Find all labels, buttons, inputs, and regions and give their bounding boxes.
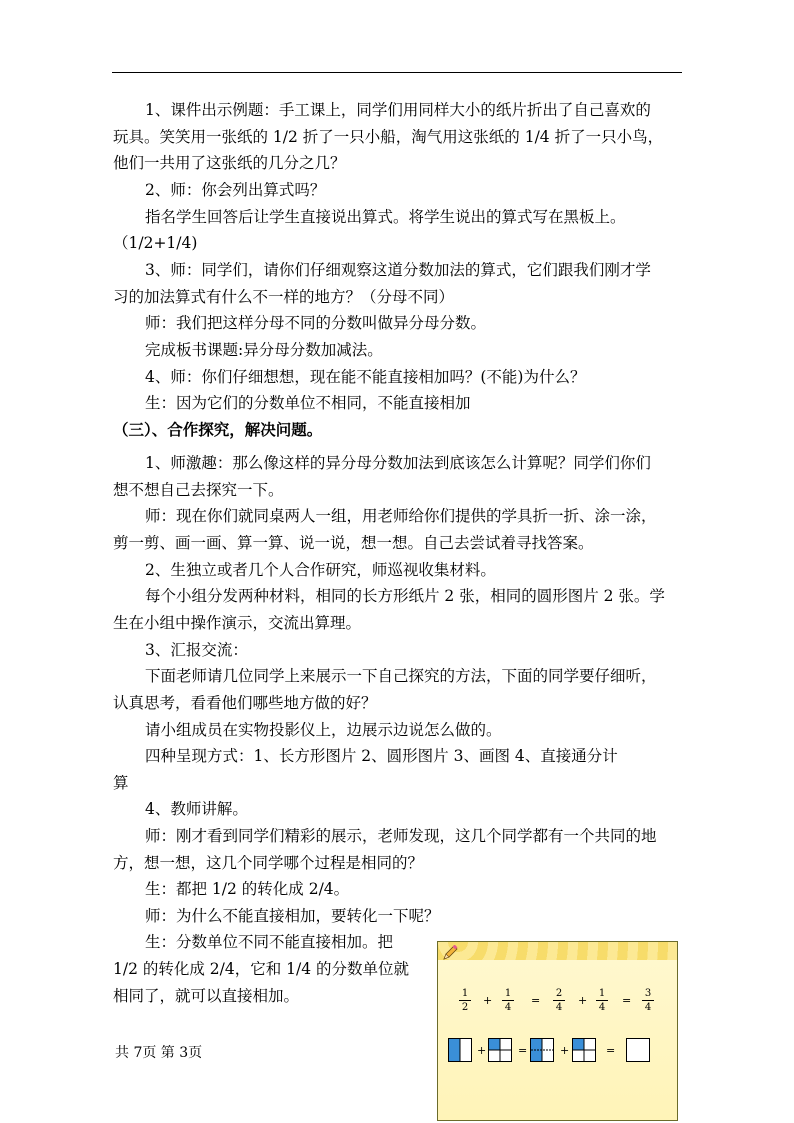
- paragraph-line: 4、师：你们仔细想想，现在能不能直接相加吗？(不能)为什么？: [145, 368, 586, 386]
- paragraph-line: 算: [113, 774, 129, 792]
- paragraph-line: 师：为什么不能直接相加，要转化一下呢？: [145, 907, 440, 925]
- numerator: 3: [644, 988, 652, 999]
- paragraph-line: 相同了，就可以直接相加。: [113, 987, 300, 1005]
- paragraph-line: 师：现在你们就同桌两人一组，用老师给你们提供的学具折一折、涂一涂，: [145, 507, 657, 525]
- denominator: 4: [644, 1002, 652, 1013]
- fraction-2-4: [553, 988, 565, 1013]
- fraction-slide-image: [437, 941, 678, 1121]
- paragraph-line: 下面老师请几位同学上来展示一下自己探究的方法，下面的同学要仔细听，: [145, 667, 657, 685]
- square-quarter-shaded: [572, 1038, 596, 1062]
- equals-sign: =: [622, 994, 632, 1007]
- page-footer: 共 7页 第 3页: [115, 1045, 203, 1061]
- paragraph-line: 习的加法算式有什么不一样的地方？（分母不同）: [113, 288, 455, 306]
- paragraph-line: 每个小组分发两种材料，相同的长方形纸片 2 张，相同的圆形图片 2 张。学: [145, 587, 665, 605]
- paragraph-line: 方，想一想，这几个同学哪个过程是相同的？: [113, 854, 424, 872]
- paragraph-line: 他们一共用了这张纸的几分之几？: [113, 154, 346, 172]
- equals-sign: =: [606, 1044, 616, 1057]
- paragraph-line: 生在小组中操作演示，交流出算理。: [113, 614, 362, 632]
- paragraph-line: 生：因为它们的分数单位不相同，不能直接相加: [145, 394, 471, 412]
- numerator: 1: [598, 988, 606, 999]
- fraction-1-4: [502, 988, 514, 1013]
- denominator: 4: [598, 1002, 606, 1013]
- paragraph-line: 1/2 的转化成 2/4，它和 1/4 的分数单位就: [113, 960, 410, 978]
- paragraph-line: 1、课件出示例题：手工课上，同学们用同样大小的纸片折出了自己喜欢的: [145, 101, 651, 119]
- paragraph-line: 指名学生回答后让学生直接说出算式。将学生说出的算式写在黑板上。: [145, 208, 626, 226]
- paragraph-line: 玩具。笑笑用一张纸的 1/2 折了一只小船，淘气用这张纸的 1/4 折了一只小鸟，: [113, 128, 664, 146]
- slide-top-band: [438, 942, 677, 960]
- plus-sign: +: [483, 994, 493, 1007]
- paragraph-line: 剪一剪、画一画、算一算、说一说，想一想。自己去尝试着寻找答案。: [113, 534, 594, 552]
- paragraph-line: 请小组成员在实物投影仪上，边展示边说怎么做的。: [145, 721, 502, 739]
- fraction-3-4: [642, 988, 654, 1013]
- paragraph-line: 4、教师讲解。: [145, 800, 248, 818]
- paragraph-line: 师：我们把这样分母不同的分数叫做异分母分数。: [145, 314, 487, 332]
- paragraph-line: 生：分数单位不同不能直接相加。把: [145, 933, 394, 951]
- paragraph-line: 3、师：同学们，请你们仔细观察这道分数加法的算式，它们跟我们刚才学: [145, 261, 651, 279]
- denominator: 2: [461, 1002, 469, 1013]
- paragraph-line: 想不想自己去探究一下。: [113, 481, 284, 499]
- plus-sign: +: [578, 994, 588, 1007]
- paragraph-line: 生：都把 1/2 的转化成 2/4。: [145, 880, 350, 898]
- answer-empty-square: [626, 1038, 650, 1062]
- numerator: 1: [461, 988, 469, 999]
- header-rule: [112, 72, 682, 73]
- section-heading: （三）、合作探究，解决问题。: [113, 420, 323, 439]
- paragraph-line: 师：刚才看到同学们精彩的展示，老师发现，这几个同学都有一个共同的地: [145, 827, 657, 845]
- pencil-icon: [442, 945, 458, 961]
- paragraph-line: 2、师：你会列出算式吗？: [145, 181, 326, 199]
- paragraph-line: 1、师激趣：那么像这样的异分母分数加法到底该怎么计算呢？同学们你们: [145, 454, 651, 472]
- square-two-quarters-shaded: [530, 1038, 554, 1062]
- square-half-shaded: [448, 1038, 472, 1062]
- paragraph-line: （1/2+1/4): [113, 234, 198, 252]
- plus-sign: +: [560, 1044, 570, 1057]
- denominator: 4: [504, 1002, 512, 1013]
- paragraph-line: 3、汇报交流：: [145, 641, 248, 659]
- fraction-1-4: [596, 988, 608, 1013]
- denominator: 4: [555, 1002, 563, 1013]
- equals-sign: =: [518, 1044, 528, 1057]
- plus-sign: +: [477, 1044, 487, 1057]
- paragraph-line: 完成板书课题:异分母分数加减法。: [145, 341, 383, 359]
- paragraph-line: 四种呈现方式：1、长方形图片 2、圆形图片 3、画图 4、直接通分计: [145, 747, 618, 765]
- paragraph-line: 认真思考，看看他们哪些地方做的好？: [113, 694, 377, 712]
- numerator: 1: [504, 988, 512, 999]
- paragraph-line: 2、生独立或者几个人合作研究，师巡视收集材料。: [145, 561, 496, 579]
- square-quarter-shaded: [488, 1038, 512, 1062]
- numerator: 2: [555, 988, 563, 999]
- fraction-1-2: [459, 988, 471, 1013]
- equals-sign: =: [531, 994, 541, 1007]
